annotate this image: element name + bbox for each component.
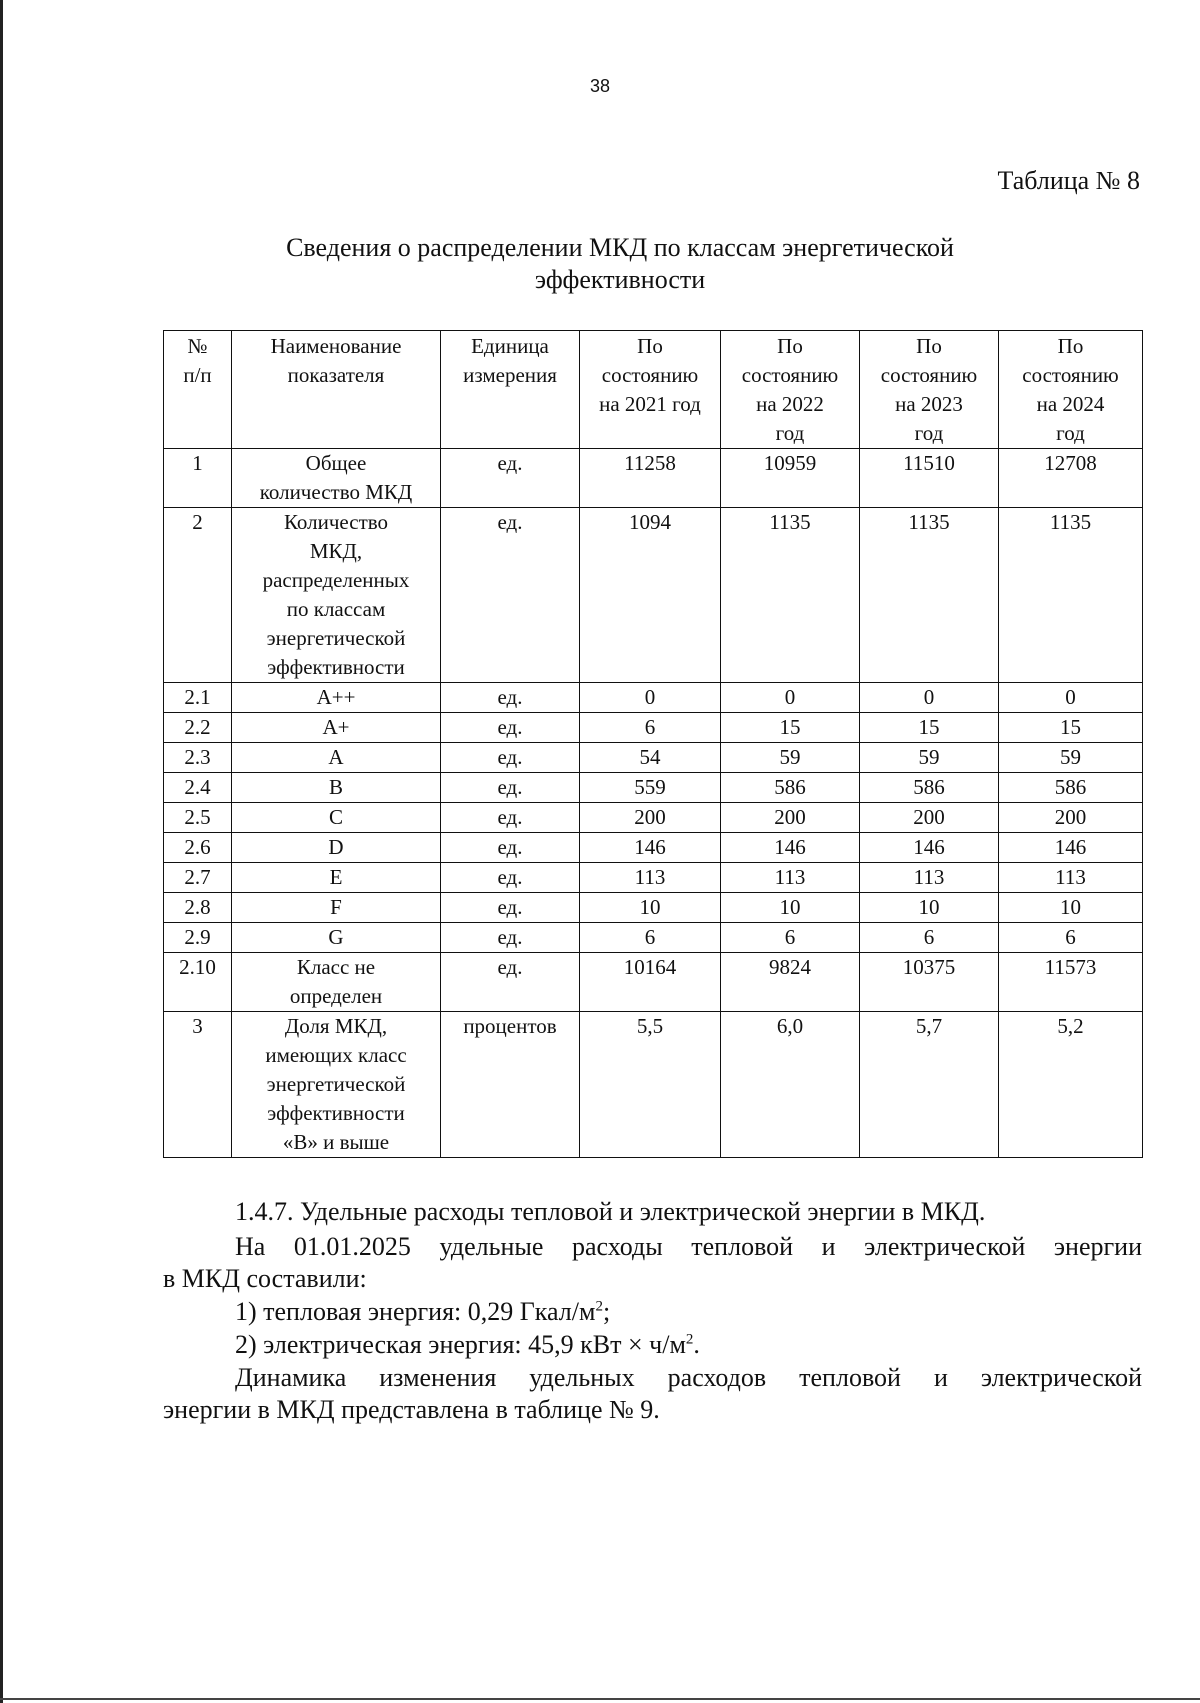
header-line: Единица: [471, 334, 549, 358]
indicator-name-cell: [232, 683, 441, 713]
row-number-cell: 2.3: [164, 743, 232, 773]
paragraph-dynamics-line: Динамика изменения удельных расходов тепловой и электрической: [235, 1363, 1142, 1392]
header-cell-y2024: [999, 331, 1143, 449]
row-number-cell: 1: [164, 449, 232, 508]
indicator-name-line: C: [328, 805, 343, 829]
value-cell-2022: 1135: [721, 508, 860, 683]
indicator-name-cell: [232, 803, 441, 833]
table-row: [164, 833, 1143, 863]
value-cell-2021: 146: [580, 833, 721, 863]
list-item-heat: [163, 1296, 1142, 1328]
indicator-name-line: A+: [322, 715, 350, 739]
value-cell-2024: 15: [999, 713, 1143, 743]
value-cell-2024: 586: [999, 773, 1143, 803]
row-number-cell: 2.6: [164, 833, 232, 863]
value-cell-2021: 559: [580, 773, 721, 803]
unit-cell: ед.: [441, 893, 580, 923]
indicator-name-cell: [232, 923, 441, 953]
indicator-name-cell: [232, 953, 441, 1012]
value-cell-2023: 0: [860, 683, 999, 713]
header-line: на 2021 год: [599, 392, 701, 416]
indicator-name-line: имеющих класс: [265, 1043, 407, 1067]
value-cell-2022: 6: [721, 923, 860, 953]
unit-cell: процентов: [441, 1012, 580, 1158]
value-cell-2024: 0: [999, 683, 1143, 713]
unit-cell: ед.: [441, 449, 580, 508]
row-number-cell: 2.10: [164, 953, 232, 1012]
header-line: состоянию: [880, 363, 978, 387]
indicator-name-cell: [232, 1012, 441, 1158]
list-item-text: 2) электрическая энергия: 45,9 кВт × ч/м: [235, 1330, 686, 1359]
table-row: [164, 743, 1143, 773]
row-number-cell: 3: [164, 1012, 232, 1158]
value-cell-2022: 9824: [721, 953, 860, 1012]
indicator-name-line: Общее: [305, 451, 367, 475]
value-cell-2024: 10: [999, 893, 1143, 923]
row-number-cell: 2.7: [164, 863, 232, 893]
header-line: на 2024: [1036, 392, 1105, 416]
page-number: 38: [589, 76, 611, 96]
table-header-row: [164, 331, 1143, 449]
value-cell-2022: 15: [721, 713, 860, 743]
value-cell-2021: 11258: [580, 449, 721, 508]
list-item-end: ;: [602, 1297, 611, 1326]
row-number-cell: 2.1: [164, 683, 232, 713]
list-item-electric: [163, 1329, 1142, 1361]
indicator-name-line: количество МКД: [259, 480, 413, 504]
table-row: [164, 773, 1143, 803]
indicator-name-line: Доля МКД,: [284, 1014, 388, 1038]
value-cell-2024: 146: [999, 833, 1143, 863]
header-cell-y2021: [580, 331, 721, 449]
table-title: [260, 232, 980, 296]
value-cell-2021: 5,5: [580, 1012, 721, 1158]
indicator-name-cell: [232, 508, 441, 683]
header-line: состоянию: [601, 363, 699, 387]
value-cell-2024: 6: [999, 923, 1143, 953]
indicator-name-cell: [232, 743, 441, 773]
list-item-text: 1) тепловая энергия: 0,29 Гкал/м: [235, 1297, 596, 1326]
indicator-name-line: A++: [316, 685, 356, 709]
value-cell-2024: 1135: [999, 508, 1143, 683]
value-cell-2021: 6: [580, 713, 721, 743]
value-cell-2024: 5,2: [999, 1012, 1143, 1158]
value-cell-2024: 200: [999, 803, 1143, 833]
indicator-name-line: эффективности: [267, 655, 405, 679]
scan-edge-bottom: [0, 1698, 1200, 1700]
header-line: По: [916, 334, 942, 358]
paragraph-intro-line: в МКД составили:: [163, 1264, 367, 1293]
header-line: состоянию: [741, 363, 839, 387]
row-number-cell: 2.2: [164, 713, 232, 743]
indicator-name-cell: [232, 713, 441, 743]
unit-cell: ед.: [441, 803, 580, 833]
list-item-end: .: [693, 1330, 700, 1359]
value-cell-2023: 586: [860, 773, 999, 803]
indicator-name-line: D: [328, 835, 344, 859]
value-cell-2021: 1094: [580, 508, 721, 683]
indicator-name-line: A: [328, 745, 344, 769]
value-cell-2021: 113: [580, 863, 721, 893]
indicator-name-cell: [232, 893, 441, 923]
table-row: [164, 1012, 1143, 1158]
value-cell-2022: 6,0: [721, 1012, 860, 1158]
header-line: По: [1057, 334, 1084, 358]
table-row: [164, 863, 1143, 893]
header-line: По: [777, 334, 803, 358]
header-line: состоянию: [1022, 363, 1119, 387]
header-cell-name: [232, 331, 441, 449]
header-line: Наименование: [270, 334, 402, 358]
indicator-name-line: по классам: [286, 597, 386, 621]
indicator-name-cell: [232, 833, 441, 863]
value-cell-2022: 586: [721, 773, 860, 803]
header-cell-y2023: [860, 331, 999, 449]
row-number-cell: 2.9: [164, 923, 232, 953]
value-cell-2023: 6: [860, 923, 999, 953]
unit-cell: ед.: [441, 923, 580, 953]
value-cell-2024: 12708: [999, 449, 1143, 508]
header-line: на 2023: [895, 392, 963, 416]
header-line: год: [914, 421, 944, 445]
value-cell-2024: 11573: [999, 953, 1143, 1012]
value-cell-2024: 113: [999, 863, 1143, 893]
unit-cell: ед.: [441, 833, 580, 863]
row-number-cell: 2.8: [164, 893, 232, 923]
paragraph-section-heading: 1.4.7. Удельные расходы тепловой и электрической энергии в МКД.: [235, 1197, 986, 1226]
value-cell-2021: 54: [580, 743, 721, 773]
indicator-name-line: G: [328, 925, 344, 949]
unit-cell: ед.: [441, 743, 580, 773]
header-line: год: [1056, 421, 1085, 445]
indicator-name-cell: [232, 449, 441, 508]
unit-cell: ед.: [441, 953, 580, 1012]
unit-cell: ед.: [441, 508, 580, 683]
header-line: №: [187, 334, 208, 358]
value-cell-2023: 5,7: [860, 1012, 999, 1158]
scan-edge-left: [0, 0, 3, 1703]
value-cell-2021: 10164: [580, 953, 721, 1012]
value-cell-2022: 0: [721, 683, 860, 713]
indicator-name-line: «B» и выше: [282, 1130, 390, 1154]
indicator-name-line: Количество: [283, 510, 389, 534]
value-cell-2021: 6: [580, 923, 721, 953]
value-cell-2023: 200: [860, 803, 999, 833]
table-title-line: эффективности: [534, 265, 706, 294]
indicator-name-line: F: [330, 895, 342, 919]
value-cell-2024: 59: [999, 743, 1143, 773]
indicator-name-line: эффективности: [267, 1101, 405, 1125]
indicator-name-line: энергетической: [266, 1072, 406, 1096]
indicator-name-line: распределенных: [262, 568, 410, 592]
value-cell-2022: 59: [721, 743, 860, 773]
header-line: на 2022: [756, 392, 824, 416]
row-number-cell: 2.4: [164, 773, 232, 803]
table-row: [164, 953, 1143, 1012]
row-number-cell: 2.5: [164, 803, 232, 833]
table-row: [164, 803, 1143, 833]
value-cell-2023: 59: [860, 743, 999, 773]
table-row: [164, 683, 1143, 713]
table-body: [164, 449, 1143, 1158]
value-cell-2021: 0: [580, 683, 721, 713]
unit-cell: ед.: [441, 773, 580, 803]
value-cell-2021: 200: [580, 803, 721, 833]
value-cell-2023: 15: [860, 713, 999, 743]
value-cell-2022: 10: [721, 893, 860, 923]
indicator-name-cell: [232, 863, 441, 893]
value-cell-2022: 200: [721, 803, 860, 833]
value-cell-2023: 10: [860, 893, 999, 923]
header-line: показателя: [287, 363, 385, 387]
indicator-name-line: Класс не: [296, 955, 376, 979]
header-cell-num: [164, 331, 232, 449]
paragraph-dynamics-line: энергии в МКД представлена в таблице № 9.: [163, 1395, 660, 1424]
row-number-cell: 2: [164, 508, 232, 683]
table-row: [164, 713, 1143, 743]
table-row: [164, 508, 1143, 683]
header-line: По: [637, 334, 663, 358]
indicator-name-line: B: [328, 775, 343, 799]
table-label: Таблица № 8: [997, 166, 1140, 195]
superscript: 2: [595, 1298, 603, 1315]
header-line: год: [775, 421, 805, 445]
unit-cell: ед.: [441, 863, 580, 893]
value-cell-2023: 11510: [860, 449, 999, 508]
table-row: [164, 449, 1143, 508]
header-line: п/п: [183, 363, 212, 387]
header-cell-unit: [441, 331, 580, 449]
indicator-name-line: определен: [289, 984, 383, 1008]
value-cell-2021: 10: [580, 893, 721, 923]
paragraph-intro-line: На 01.01.2025 удельные расходы тепловой и электрической энергии: [235, 1232, 1142, 1261]
header-line: измерения: [463, 363, 557, 387]
value-cell-2022: 10959: [721, 449, 860, 508]
value-cell-2022: 113: [721, 863, 860, 893]
unit-cell: ед.: [441, 713, 580, 743]
table-row: [164, 923, 1143, 953]
value-cell-2023: 113: [860, 863, 999, 893]
value-cell-2023: 10375: [860, 953, 999, 1012]
value-cell-2023: 1135: [860, 508, 999, 683]
energy-class-table: [163, 330, 1143, 1158]
value-cell-2022: 146: [721, 833, 860, 863]
value-cell-2023: 146: [860, 833, 999, 863]
table-title-line: Сведения о распределении МКД по классам энергетической: [286, 233, 954, 262]
indicator-name-line: энергетической: [266, 626, 406, 650]
header-cell-y2022: [721, 331, 860, 449]
superscript: 2: [685, 1331, 694, 1348]
indicator-name-line: МКД,: [309, 539, 363, 563]
indicator-name-cell: [232, 773, 441, 803]
table-row: [164, 893, 1143, 923]
indicator-name-line: E: [329, 865, 343, 889]
unit-cell: ед.: [441, 683, 580, 713]
